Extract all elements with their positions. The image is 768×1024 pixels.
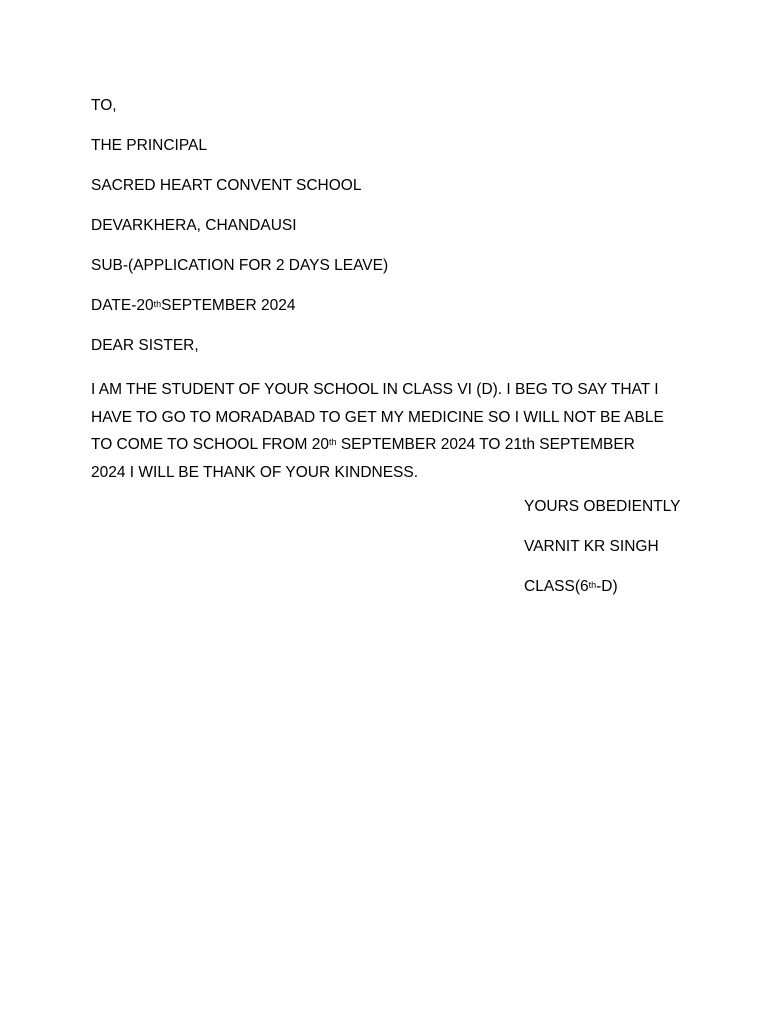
body-line-2: HAVE TO GO TO MORADABAD TO GET MY MEDICINE SO I WILL NOT BE ABLE <box>91 408 664 426</box>
body-line-3 <box>91 431 691 459</box>
body-line-3-suffix: SEPTEMBER 2024 TO 21th SEPTEMBER <box>336 436 635 453</box>
body-line-3-ordinal: th <box>329 437 337 447</box>
date-line <box>91 297 296 315</box>
class-prefix: CLASS(6 <box>524 578 589 595</box>
body-line-3-prefix: TO COME TO SCHOOL FROM 20 <box>91 436 329 453</box>
class-ordinal: th <box>588 580 597 590</box>
school-line: SACRED HEART CONVENT SCHOOL <box>91 177 362 194</box>
class-info-line <box>524 578 618 596</box>
body-line-4: 2024 I WILL BE THANK OF YOUR KINDNESS. <box>91 463 419 481</box>
date-prefix: DATE-20 <box>91 297 154 314</box>
date-suffix: SEPTEMBER 2024 <box>161 297 296 314</box>
date-ordinal: th <box>153 299 162 309</box>
recipient-line: THE PRINCIPAL <box>91 137 207 154</box>
class-suffix: -D) <box>596 578 618 595</box>
signature-name: VARNIT KR SINGH <box>524 538 659 555</box>
address-line: DEVARKHERA, CHANDAUSI <box>91 217 297 234</box>
body-paragraph <box>91 376 691 486</box>
to-line: TO, <box>91 97 117 114</box>
subject-line: SUB-(APPLICATION FOR 2 DAYS LEAVE) <box>91 257 389 274</box>
salutation-line: DEAR SISTER, <box>91 337 199 354</box>
closing-line: YOURS OBEDIENTLY <box>524 498 681 515</box>
body-line-1: I AM THE STUDENT OF YOUR SCHOOL IN CLASS VI (D). I BEG TO SAY THAT I <box>91 381 659 398</box>
